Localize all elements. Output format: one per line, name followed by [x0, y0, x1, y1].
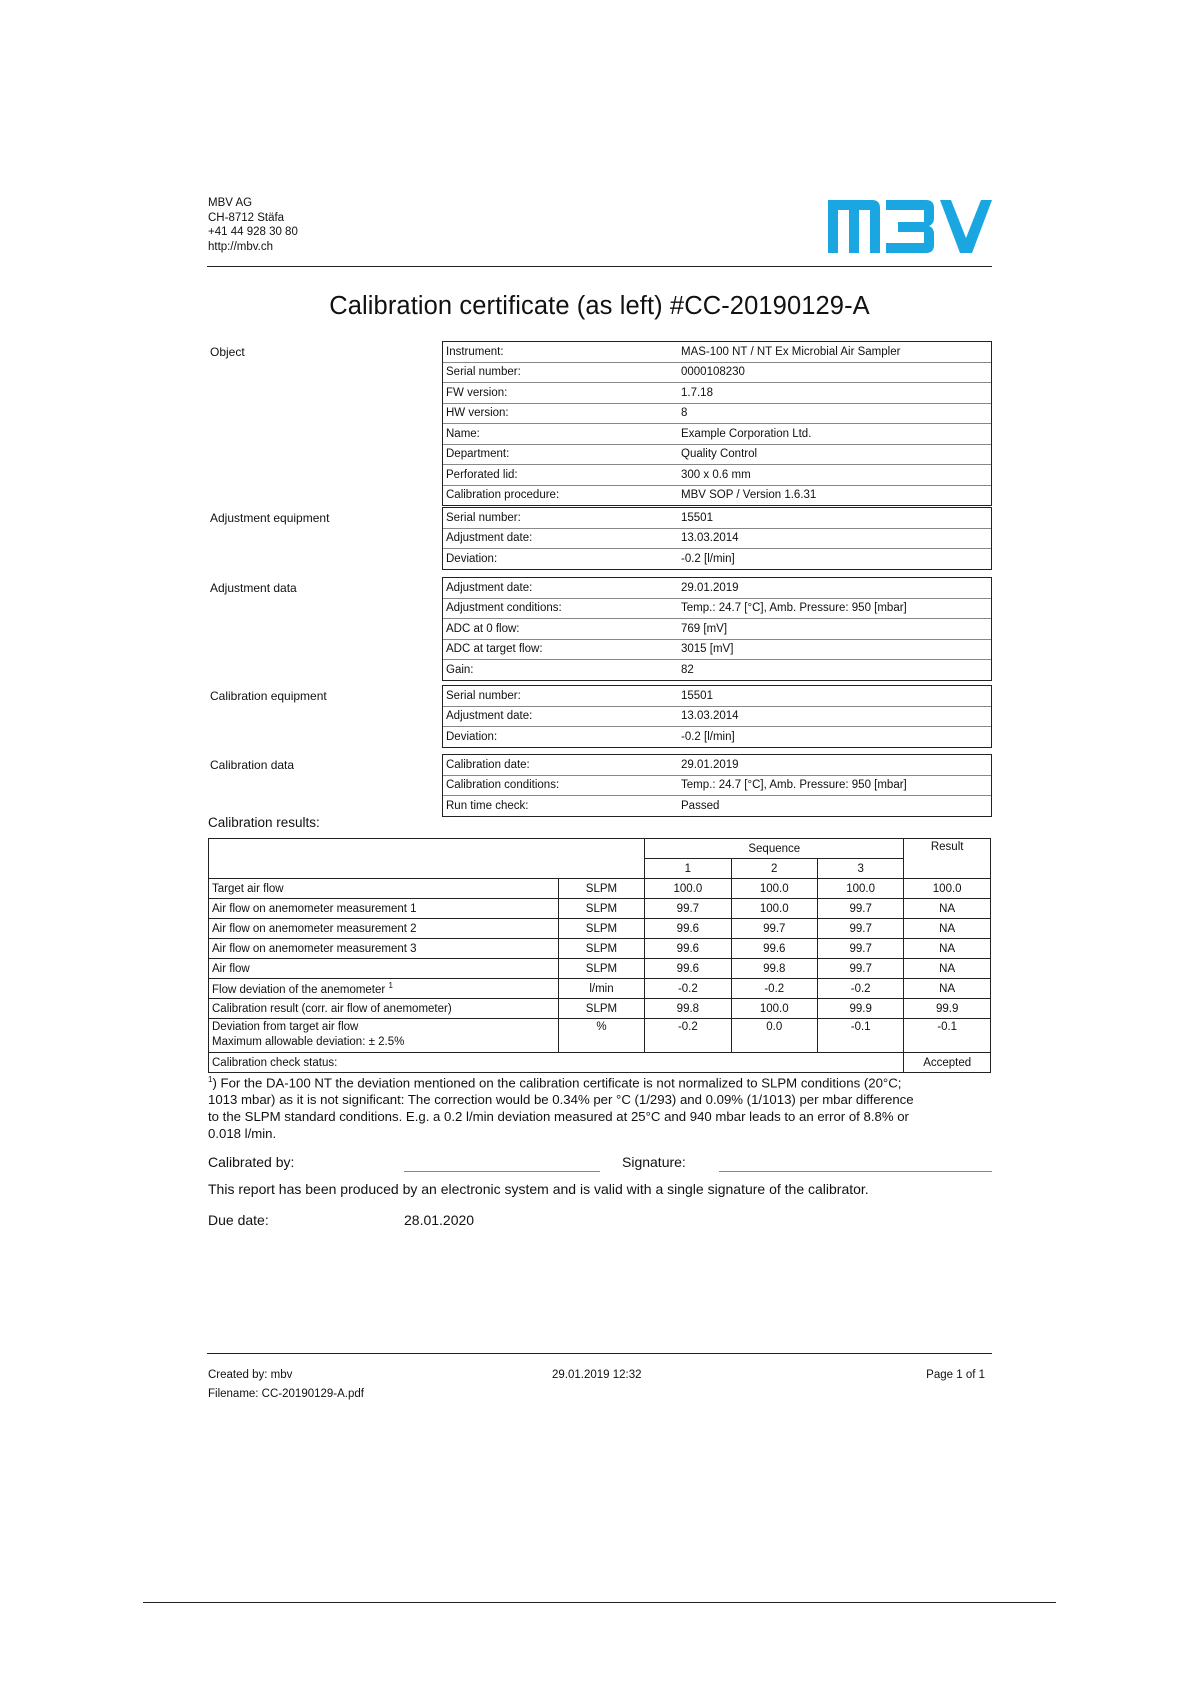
row-key: Calibration date: — [446, 758, 530, 771]
row-unit: SLPM — [558, 899, 644, 919]
row-unit: SLPM — [558, 999, 644, 1019]
row-seq-2: 99.8 — [731, 959, 817, 979]
status-row — [209, 1053, 991, 1073]
table-row — [443, 508, 991, 529]
row-key: ADC at 0 flow: — [446, 622, 520, 635]
row-seq-2: 100.0 — [731, 879, 817, 899]
row-seq-2: 0.0 — [731, 1019, 817, 1053]
bottom-rule — [143, 1602, 1056, 1603]
table-row — [443, 640, 991, 661]
table-row — [443, 660, 991, 680]
row-seq-2: -0.2 — [731, 979, 817, 999]
row-value: 769 [mV] — [681, 622, 728, 635]
table-row — [443, 755, 991, 776]
row-seq-1: 100.0 — [645, 879, 731, 899]
row-value: 0000108230 — [681, 366, 745, 379]
table-row — [209, 999, 991, 1019]
row-value: 8 — [681, 407, 688, 420]
table-row — [209, 979, 991, 999]
table-row — [443, 465, 991, 486]
company-address: CH-8712 Stäfa — [208, 211, 285, 224]
table-row — [209, 939, 991, 959]
row-seq-3: 99.9 — [817, 999, 903, 1019]
table-row — [209, 959, 991, 979]
row-value: 15501 — [681, 511, 713, 524]
row-value: 15501 — [681, 689, 713, 702]
row-result: -0.1 — [904, 1019, 991, 1053]
header-seq-2: 2 — [731, 859, 817, 879]
due-date-label: Due date: — [208, 1212, 269, 1228]
due-date-value: 28.01.2020 — [404, 1212, 475, 1228]
row-label: Air flow on anemometer measurement 2 — [209, 919, 559, 939]
page-title: Calibration certificate (as left) #CC-20190129-A — [329, 292, 870, 320]
row-key: Serial number: — [446, 366, 521, 379]
header-seq-1: 1 — [645, 859, 731, 879]
row-unit: SLPM — [558, 919, 644, 939]
row-result: NA — [904, 919, 991, 939]
table-row — [443, 796, 991, 816]
row-seq-1: 99.6 — [645, 959, 731, 979]
row-unit: SLPM — [558, 939, 644, 959]
row-key: Department: — [446, 448, 510, 461]
row-label: Air flow on anemometer measurement 1 — [209, 899, 559, 919]
row-key: Calibration procedure: — [446, 489, 560, 502]
row-label: Flow deviation of the anemometer — [212, 983, 386, 996]
company-address-block — [208, 196, 298, 254]
header-divider — [207, 266, 992, 267]
row-value: Temp.: 24.7 [°C], Amb. Pressure: 950 [mbar] — [681, 779, 907, 792]
row-key: Name: — [446, 427, 480, 440]
row-value: MAS-100 NT / NT Ex Microbial Air Sampler — [681, 345, 901, 358]
table-row — [209, 899, 991, 919]
row-value: 29.01.2019 — [681, 581, 739, 594]
row-value: Temp.: 24.7 [°C], Amb. Pressure: 950 [mbar] — [681, 602, 907, 615]
table-row — [209, 919, 991, 939]
company-name: MBV AG — [208, 197, 253, 209]
deviation-sublabel: Maximum allowable deviation: ± 2.5% — [212, 1035, 405, 1048]
row-seq-2: 99.7 — [731, 919, 817, 939]
row-key: Deviation: — [446, 552, 498, 565]
footnote-marker: 1 — [388, 981, 393, 991]
footer-divider — [207, 1353, 992, 1354]
row-unit: l/min — [558, 979, 644, 999]
row-seq-3: 100.0 — [817, 879, 903, 899]
row-value: 82 — [681, 663, 694, 676]
row-seq-3: 99.7 — [817, 939, 903, 959]
table-row — [443, 727, 991, 747]
row-value: 13.03.2014 — [681, 532, 739, 545]
row-value: 300 x 0.6 mm — [681, 468, 751, 481]
row-key: Adjustment date: — [446, 581, 533, 594]
table-row — [443, 549, 991, 569]
row-key: HW version: — [446, 407, 509, 420]
footnote-text: ) For the DA-100 NT the deviation mentioned on the calibration certificate is not normalized to SLPM conditions (20°C; 1013 mbar) as it is not significant: The correction would be 0.34% per °C (1/293) and 0.09% (1/1013) per mbar difference to the SLPM standard conditions. E.g. a 0.2 l/min deviation measured at 25°C and 940 mbar leads to an error of 8.8% or 0.018 l/min. — [208, 1075, 914, 1142]
table-row — [209, 879, 991, 899]
table-row — [443, 578, 991, 599]
row-key: Adjustment date: — [446, 710, 533, 723]
row-key: Run time check: — [446, 799, 529, 812]
calibration-results-label: Calibration results: — [208, 815, 320, 830]
row-label: Calibration result (corr. air flow of anemometer) — [209, 999, 559, 1019]
row-label-cell — [209, 979, 559, 999]
row-key: Adjustment date: — [446, 532, 533, 545]
calibration-equipment-table — [442, 685, 992, 748]
footnote — [208, 1071, 928, 1142]
status-result: Accepted — [904, 1053, 991, 1073]
row-value: -0.2 [l/min] — [681, 552, 735, 565]
table-row — [443, 599, 991, 620]
calibrated-by-label: Calibrated by: — [208, 1154, 295, 1170]
adjustment-equipment-table — [442, 507, 992, 570]
row-label: Air flow — [209, 959, 559, 979]
signature-line[interactable] — [719, 1171, 992, 1172]
row-seq-2: 100.0 — [731, 999, 817, 1019]
page-number: Page 1 of 1 — [926, 1369, 985, 1381]
row-seq-1: 99.7 — [645, 899, 731, 919]
row-seq-3: 99.7 — [817, 899, 903, 919]
adjustment-data-label: Adjustment data — [210, 581, 297, 595]
object-table — [442, 341, 992, 506]
header-sequence: Sequence — [645, 839, 904, 859]
row-value: 13.03.2014 — [681, 710, 739, 723]
row-key: Serial number: — [446, 689, 521, 702]
table-row — [443, 445, 991, 466]
adjustment-equipment-label: Adjustment equipment — [210, 511, 330, 525]
table-row — [443, 342, 991, 363]
deviation-row — [209, 1019, 991, 1053]
row-label: Air flow on anemometer measurement 3 — [209, 939, 559, 959]
table-row — [443, 424, 991, 445]
row-seq-2: 99.6 — [731, 939, 817, 959]
row-unit: % — [558, 1019, 644, 1053]
row-unit: SLPM — [558, 879, 644, 899]
signature-label: Signature: — [622, 1154, 686, 1170]
table-row — [443, 383, 991, 404]
row-value: Quality Control — [681, 448, 758, 461]
table-row — [443, 619, 991, 640]
calibrated-by-line[interactable] — [404, 1171, 600, 1172]
row-seq-1: 99.8 — [645, 999, 731, 1019]
row-value: Example Corporation Ltd. — [681, 427, 812, 440]
deviation-label-cell — [209, 1019, 559, 1053]
table-header-row — [209, 839, 991, 859]
table-row — [443, 529, 991, 550]
row-key: Serial number: — [446, 511, 521, 524]
table-row — [443, 707, 991, 728]
row-result: NA — [904, 939, 991, 959]
calibration-data-label: Calibration data — [210, 758, 295, 772]
row-seq-2: 100.0 — [731, 899, 817, 919]
row-seq-1: -0.2 — [645, 979, 731, 999]
footnote-marker: 1 — [208, 1075, 213, 1084]
deviation-label: Deviation from target air flow — [212, 1021, 359, 1033]
header-blank — [209, 839, 645, 879]
row-result: NA — [904, 979, 991, 999]
row-key: ADC at target flow: — [446, 643, 543, 656]
row-result: NA — [904, 899, 991, 919]
row-key: FW version: — [446, 386, 508, 399]
company-phone: +41 44 928 30 80 — [208, 226, 298, 238]
header-seq-3: 3 — [817, 859, 903, 879]
table-row — [443, 776, 991, 797]
row-key: Instrument: — [446, 345, 504, 358]
mbv-logo — [828, 196, 992, 253]
row-result: NA — [904, 959, 991, 979]
header-result: Result — [904, 839, 991, 879]
row-seq-3: 99.7 — [817, 919, 903, 939]
table-row — [443, 404, 991, 425]
calibration-results-table — [208, 838, 991, 1073]
company-website: http://mbv.ch — [208, 240, 273, 253]
row-seq-1: -0.2 — [645, 1019, 731, 1053]
footer-timestamp: 29.01.2019 12:32 — [552, 1369, 642, 1381]
row-key: Deviation: — [446, 730, 498, 743]
created-by: Created by: mbv — [208, 1369, 293, 1381]
table-row — [443, 363, 991, 384]
table-row — [443, 686, 991, 707]
row-key: Gain: — [446, 663, 474, 676]
row-seq-3: -0.2 — [817, 979, 903, 999]
adjustment-data-table — [442, 577, 992, 681]
row-seq-1: 99.6 — [645, 919, 731, 939]
row-key: Perforated lid: — [446, 468, 518, 481]
footer-left — [208, 1366, 364, 1403]
object-label: Object — [210, 345, 245, 359]
row-value: 1.7.18 — [681, 386, 713, 399]
row-label: Target air flow — [209, 879, 559, 899]
row-seq-3: 99.7 — [817, 959, 903, 979]
row-key: Adjustment conditions: — [446, 602, 562, 615]
electronic-report-note: This report has been produced by an electronic system and is valid with a single signature of the calibrator. — [208, 1181, 869, 1197]
row-value: 29.01.2019 — [681, 758, 739, 771]
row-key: Calibration conditions: — [446, 779, 560, 792]
table-row — [443, 486, 991, 506]
status-label: Calibration check status: — [209, 1053, 904, 1073]
row-value: Passed — [681, 799, 720, 812]
filename: Filename: CC-20190129-A.pdf — [208, 1387, 364, 1400]
row-result: 99.9 — [904, 999, 991, 1019]
calibration-equipment-label: Calibration equipment — [210, 689, 327, 703]
row-seq-3: -0.1 — [817, 1019, 903, 1053]
row-value: 3015 [mV] — [681, 643, 734, 656]
row-seq-1: 99.6 — [645, 939, 731, 959]
row-value: -0.2 [l/min] — [681, 730, 735, 743]
row-value: MBV SOP / Version 1.6.31 — [681, 489, 817, 502]
row-unit: SLPM — [558, 959, 644, 979]
calibration-data-table — [442, 754, 992, 817]
row-result: 100.0 — [904, 879, 991, 899]
